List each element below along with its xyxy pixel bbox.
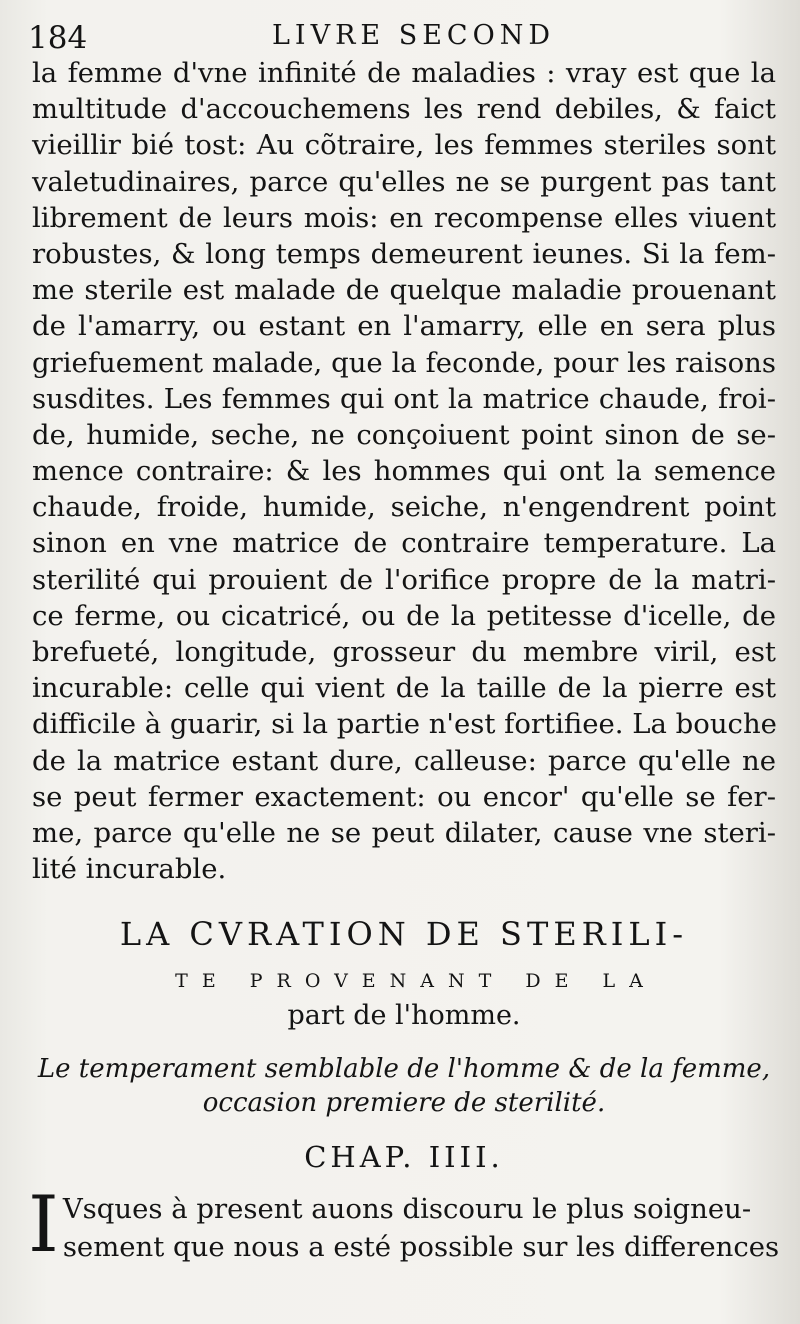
text-line: valetudinaires, parce qu'elles ne se purgent pas tant <box>32 165 776 198</box>
chapter-line1: Vsques à present auons discouru le plus soigneu- <box>62 1193 752 1225</box>
text-line-last: lité incurable. <box>32 853 227 886</box>
section-subtitle <box>32 1052 776 1120</box>
text-line: de l'amarry, ou estant en l'amarry, elle en sera plus <box>32 310 776 343</box>
text-line: susdites. Les femmes qui ont la matrice chaude, froi- <box>32 382 776 415</box>
chapter-line2: sement que nous a esté possible sur les differences <box>62 1231 780 1263</box>
subtitle-line2: occasion premiere de sterilité. <box>202 1088 606 1118</box>
subtitle-line1: Le temperament semblable de l'homme & de la femme, <box>37 1054 771 1084</box>
text-line: mence contraire: & les hommes qui ont la semence <box>32 455 776 488</box>
text-line: sterilité qui prouient de l'orifice propre de la matri- <box>32 563 776 596</box>
page-number: 184 <box>28 20 88 56</box>
text-line: difficile à guarir, si la partie n'est fortifiee. La bouche <box>32 708 777 741</box>
text-line: de la matrice estant dure, calleuse: parce qu'elle ne <box>32 744 776 777</box>
text-line: brefueté, longitude, grosseur du membre viril, est <box>32 636 776 668</box>
running-title: LIVRE SECOND <box>272 20 555 51</box>
text-line: vieillir bié tost: Au cõtraire, les femmes steriles sont <box>32 129 776 162</box>
text-line: multitude d'accouchemens les rend debiles, & faict <box>32 93 776 126</box>
chapter-label: CHAP. IIII. <box>304 1140 504 1174</box>
section-heading-line3: part de l'homme. <box>287 1000 521 1031</box>
body-text <box>32 55 776 887</box>
text-line: sinon en vne matrice de contraire temperature. La <box>32 527 776 560</box>
text-line: librement de leurs mois: en recompense elles viuent <box>32 201 776 234</box>
text-line: me sterile est malade de quelque maladie prouenant <box>32 274 776 307</box>
section-heading-line1: LA CVRATION DE STERILI- <box>119 915 689 953</box>
drop-cap: I <box>28 1180 59 1270</box>
text-line: incurable: celle qui vient de la taille de la pierre est <box>32 672 776 705</box>
text-line: griefuement malade, que la feconde, pour les raisons <box>32 346 776 379</box>
text-line: chaude, froide, humide, seiche, n'engendrent point <box>32 491 776 524</box>
text-line: la femme d'vne infinité de maladies : vray est que la <box>32 57 776 89</box>
text-line: se peut fermer exactement: ou encor' qu'elle se fer- <box>32 780 776 813</box>
text-line: ce ferme, ou cicatricé, ou de la petitesse d'icelle, de <box>32 599 776 632</box>
section-heading <box>32 908 776 1036</box>
running-head <box>28 20 778 60</box>
text-line: de, humide, seche, ne conçoiuent point sinon de se- <box>32 418 776 451</box>
text-line: robustes, & long temps demeurent ieunes. Si la fem- <box>32 237 776 270</box>
chapter-body <box>28 1180 780 1270</box>
section-heading-line2: TE PROVENANT DE LA <box>175 970 657 992</box>
text-line: me, parce qu'elle ne se peut dilater, cause vne steri- <box>32 816 776 849</box>
